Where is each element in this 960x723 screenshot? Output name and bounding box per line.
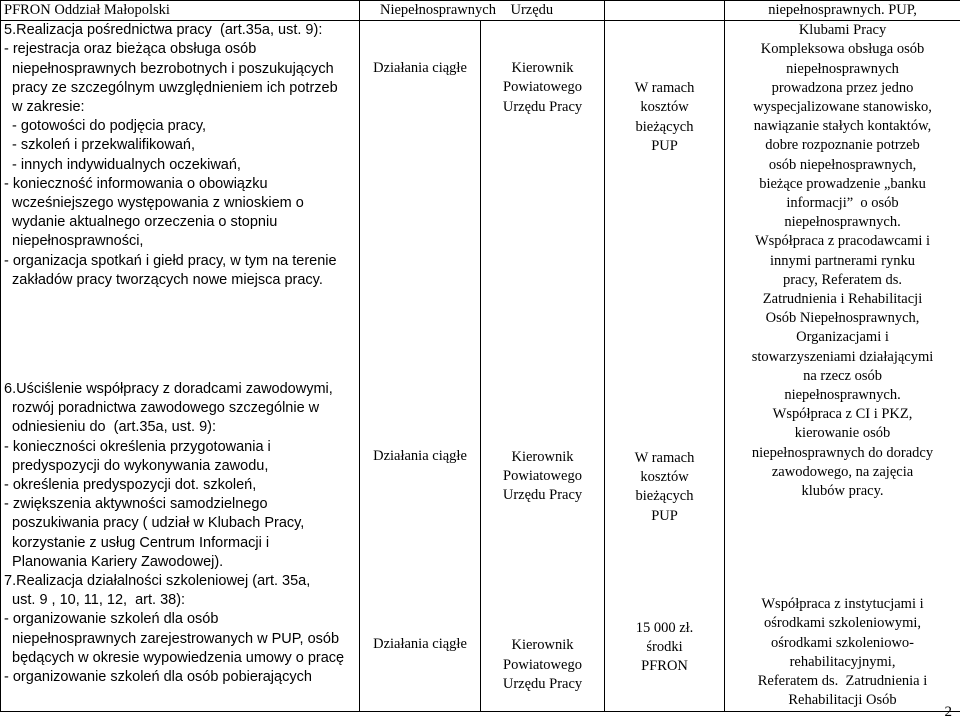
task-line: - rejestracja oraz bieżąca obsługa osób (4, 41, 257, 58)
funding-line: PUP (651, 507, 678, 524)
partners-line: Organizacjami i (796, 329, 889, 346)
page-number: 2 (944, 704, 952, 720)
table-row-header-continuation (1, 1, 960, 21)
header-cell-4 (605, 1, 725, 21)
task-line: - organizowanie szkoleń dla osób (4, 611, 219, 628)
table-row (1, 21, 960, 711)
partners-line: niepełnosprawnych. (784, 214, 901, 231)
task-line: - organizacja spotkań i giełd pracy, w tym na terenie (4, 252, 337, 269)
partners-line: osób niepełnosprawnych, (768, 156, 917, 173)
responsible-line: Kierownik (511, 60, 574, 77)
task-line: Planowania Kariery Zawodowej). (4, 553, 224, 570)
task-line: - konieczności określenia przygotowania i (4, 438, 271, 455)
task-line: - zwiększenia aktywności samodzielnego (4, 496, 268, 513)
task-line: - innych indywidualnych oczekiwań, (4, 156, 241, 173)
task-line: wcześniejszego występowania z wnioskiem o (4, 195, 304, 212)
task-line: - konieczność informowania o obowiązku (4, 175, 268, 192)
partners-line: Współpraca z instytucjami i (761, 596, 924, 613)
header-text-5b: Klubami Pracy (798, 22, 887, 39)
partners-line: Kompleksowa obsługa osób (760, 41, 925, 58)
timing-text: Działania ciągłe (373, 635, 467, 652)
funding-line: PUP (651, 137, 678, 154)
funding-line: kosztów (640, 469, 689, 486)
header-cell-1 (1, 1, 360, 21)
partners-line: innymi partnerami rynku (770, 252, 915, 269)
responsible-line: Powiatowego (503, 468, 582, 485)
partners-line: Rehabilitacji Osób (788, 692, 897, 709)
task-line: w zakresie: (4, 99, 85, 116)
partners-line: nawiązanie stałych kontaktów, (753, 118, 932, 135)
partners-line: ośrodkami szkoleniowymi, (763, 615, 922, 632)
partners-line: wyspecjalizowane stanowisko, (753, 99, 932, 116)
task-line: pracy ze szczególnym uwzględnieniem ich potrzeb (4, 79, 338, 96)
header-cell-5 (725, 1, 960, 21)
partners-line: prowadzona przez jedno (771, 79, 914, 96)
partners-line: Współpraca z CI i PKZ, (772, 406, 913, 423)
partners-line: Współpraca z pracodawcami i (754, 233, 931, 250)
partners-line: Referatem ds. Zatrudnienia i (757, 673, 928, 690)
partners-line: rehabilitacyjnymi, (789, 653, 896, 670)
partners-line: niepełnosprawnych. (784, 387, 901, 404)
task-line: - organizowanie szkoleń dla osób pobierających (4, 669, 312, 686)
task-line: predyspozycji do wykonywania zawodu, (4, 457, 269, 474)
task-line: niepełnosprawnych bezrobotnych i poszukujących (4, 60, 334, 77)
responsible-line: Kierownik (511, 637, 574, 654)
responsible-line: Powiatowego (503, 656, 582, 673)
partners-line: pracy, Referatem ds. (783, 271, 903, 288)
partners-line: ośrodkami szkoleniowo- (771, 634, 914, 651)
timing-text: Działania ciągłe (373, 60, 467, 77)
timing-text: Działania ciągłe (373, 448, 467, 465)
partners-line: stowarzyszeniami działającymi (751, 348, 934, 365)
partners-line: niepełnosprawnych do doradcy (751, 444, 934, 461)
task-line: rozwój poradnictwa zawodowego szczególnie w (4, 400, 320, 417)
funding-line: bieżących (635, 118, 694, 135)
task-line: wydanie aktualnego orzeczenia o stopniu (4, 214, 278, 231)
funding-line: środki (646, 639, 683, 656)
funding-line: PFRON (641, 658, 688, 675)
task-line: 7.Realizacja działalności szkoleniowej (art. 35a, (4, 573, 311, 590)
task-line: odniesieniu do (art.35a, ust. 9): (4, 419, 216, 436)
task-line: - gotowości do podjęcia pracy, (4, 118, 207, 135)
header-text-1: PFRON Oddział Małopolski (4, 2, 170, 18)
header-cell-2 (360, 1, 605, 21)
task-line: 6.Uściślenie współpracy z doradcami zawodowymi, (4, 381, 333, 398)
partners-line: informacji” o osób (786, 195, 899, 212)
header-text-2: Niepełnosprawnych (380, 2, 496, 18)
timing-cell (360, 21, 481, 711)
funding-cell (605, 21, 725, 711)
task-line: będących w okresie wypowiedzenia umowy o pracę (4, 649, 345, 666)
partners-line: Osób Niepełnosprawnych, (765, 310, 920, 327)
funding-line: bieżących (635, 488, 694, 505)
task-line: - określenia predyspozycji dot. szkoleń, (4, 477, 257, 494)
responsible-line: Urzędu Pracy (502, 487, 583, 504)
partners-cell (725, 21, 960, 711)
task-line: 5.Realizacja pośrednictwa pracy (art.35a, ust. 9): (4, 22, 323, 39)
partners-line: klubów pracy. (801, 483, 884, 500)
funding-line: 15 000 zł. (635, 619, 694, 636)
partners-line: na rzecz osób (803, 367, 882, 384)
responsible-line: Urzędu Pracy (502, 98, 583, 115)
funding-line: W ramach (634, 80, 695, 97)
task-line: niepełnosprawności, (4, 233, 144, 250)
partners-line: bieżące prowadzenie „banku (759, 175, 926, 192)
funding-line: W ramach (634, 450, 695, 467)
partners-line: zawodowego, na zajęcia (771, 463, 914, 480)
partners-line: kierowanie osób (794, 425, 891, 442)
partners-line: dobre rozpoznanie potrzeb (765, 137, 920, 154)
header-text-3: Urzędu (510, 2, 554, 18)
task-line: niepełnosprawnych zarejestrowanych w PUP, osób (4, 630, 340, 647)
task-line: zakładów pracy tworzących nowe miejsca pracy. (4, 271, 323, 288)
responsible-line: Urzędu Pracy (502, 675, 583, 692)
task-line: ust. 9 , 10, 11, 12, art. 38): (4, 592, 186, 609)
task-line: poszukiwania pracy ( udział w Klubach Pracy, (4, 515, 305, 532)
funding-line: kosztów (640, 99, 689, 116)
responsible-line: Powiatowego (503, 79, 582, 96)
task-cell (1, 21, 360, 711)
partners-line: niepełnosprawnych (786, 60, 899, 77)
task-line: - szkoleń i przekwalifikowań, (4, 137, 195, 154)
header-text-5a: niepełnosprawnych. PUP, (768, 2, 917, 18)
task-line: korzystanie z usług Centrum Informacji i (4, 534, 270, 551)
responsible-line: Kierownik (511, 448, 574, 465)
partners-line: Zatrudnienia i Rehabilitacji (762, 291, 923, 308)
responsible-cell (481, 21, 605, 711)
